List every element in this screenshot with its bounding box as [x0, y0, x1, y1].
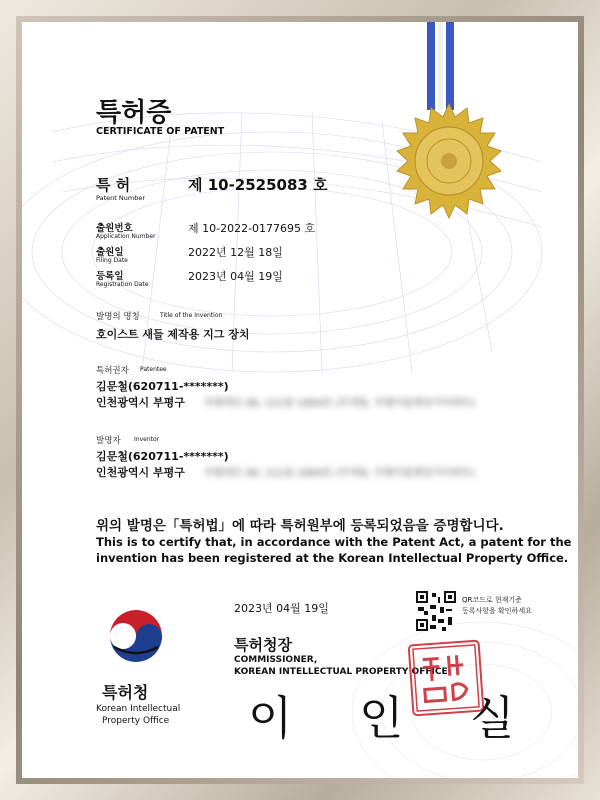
commissioner-title-ko: 특허청장 [234, 636, 292, 654]
patent-number-label: 특 허 [96, 176, 131, 194]
registration-date-value: 2023년 04월 19일 [188, 270, 283, 283]
certificate-paper [22, 22, 578, 778]
stamp-pattern [410, 642, 483, 715]
inventor-label-en: Inventor [134, 436, 160, 443]
inventor-name: 김문철(620711-*******) [96, 450, 229, 463]
ribbon-mid [438, 22, 443, 110]
invention-title-label-en: Title of the Invention [160, 312, 223, 319]
commissioner-title-en-line2: KOREAN INTELLECTUAL PROPERTY OFFICE [234, 667, 448, 677]
certificate-subtitle: CERTIFICATE OF PATENT [96, 126, 225, 137]
office-name-en-line2: Property Office [102, 716, 170, 726]
inventor-label: 발명자 [96, 436, 121, 446]
commissioner-title-en-line1: COMMISSIONER, [234, 655, 318, 665]
filing-date-label: 출원일 [96, 247, 124, 258]
registration-date-label-en: Registration Date [96, 281, 149, 288]
registration-date-label: 등록일 [96, 271, 124, 282]
patent-number-label-en: Patent Number [96, 194, 146, 202]
patentee-label: 특허권자 [96, 366, 129, 376]
application-number-label-en: Application Number [96, 233, 156, 240]
filing-date-label-en: Filing Date [96, 257, 128, 264]
patentee-address-redacted: 부평대로 00, 111동 1004호 (부개동, 부평아울렛상가아파트) [204, 398, 475, 409]
kipo-logo-icon [104, 607, 168, 671]
qr-caption-line2: 등록사항을 확인하세요 [462, 607, 532, 615]
official-stamp [408, 640, 485, 717]
patent-number-value: 제 10-2525083 호 [188, 176, 328, 194]
statement-english-line1: This is to certify that, in accordance with the Patent Act, a patent for the [96, 535, 572, 549]
filing-date-value: 2022년 12월 18일 [188, 246, 283, 259]
ribbon-right [446, 22, 454, 110]
patentee-label-en: Patentee [140, 366, 167, 373]
patentee-address: 인천광역시 부평구 [96, 396, 185, 409]
qr-caption-line1: QR코드로 현재기준 [462, 596, 522, 604]
invention-title-label: 발명의 명칭 [96, 312, 140, 322]
qr-code [416, 591, 456, 631]
statement-korean: 위의 발명은「특허법」에 따라 특허원부에 등록되었음을 증명합니다. [96, 518, 504, 534]
issue-date: 2023년 04월 19일 [234, 602, 329, 615]
office-name-ko: 특허청 [102, 683, 149, 702]
patentee-name: 김문철(620711-*******) [96, 380, 229, 393]
commissioner-signature: 이 인 실 [248, 691, 541, 745]
invention-title-value: 호이스트 새들 제작용 지그 장치 [96, 328, 250, 341]
office-name-en-line1: Korean Intellectual [96, 704, 181, 714]
ribbon-left [427, 22, 435, 110]
application-number-label: 출원번호 [96, 223, 133, 234]
application-number-value: 제 10-2022-0177695 호 [188, 222, 316, 235]
inventor-address: 인천광역시 부평구 [96, 466, 185, 479]
gold-seal [390, 102, 508, 220]
certificate-title: 특허증 [96, 98, 172, 128]
inventor-address-redacted: 부평대로 00, 111동 1004호 (부개동, 부평아울렛상가아파트) [204, 468, 475, 479]
statement-english-line2: invention has been registered at the Korean Intellectual Property Office. [96, 551, 569, 565]
